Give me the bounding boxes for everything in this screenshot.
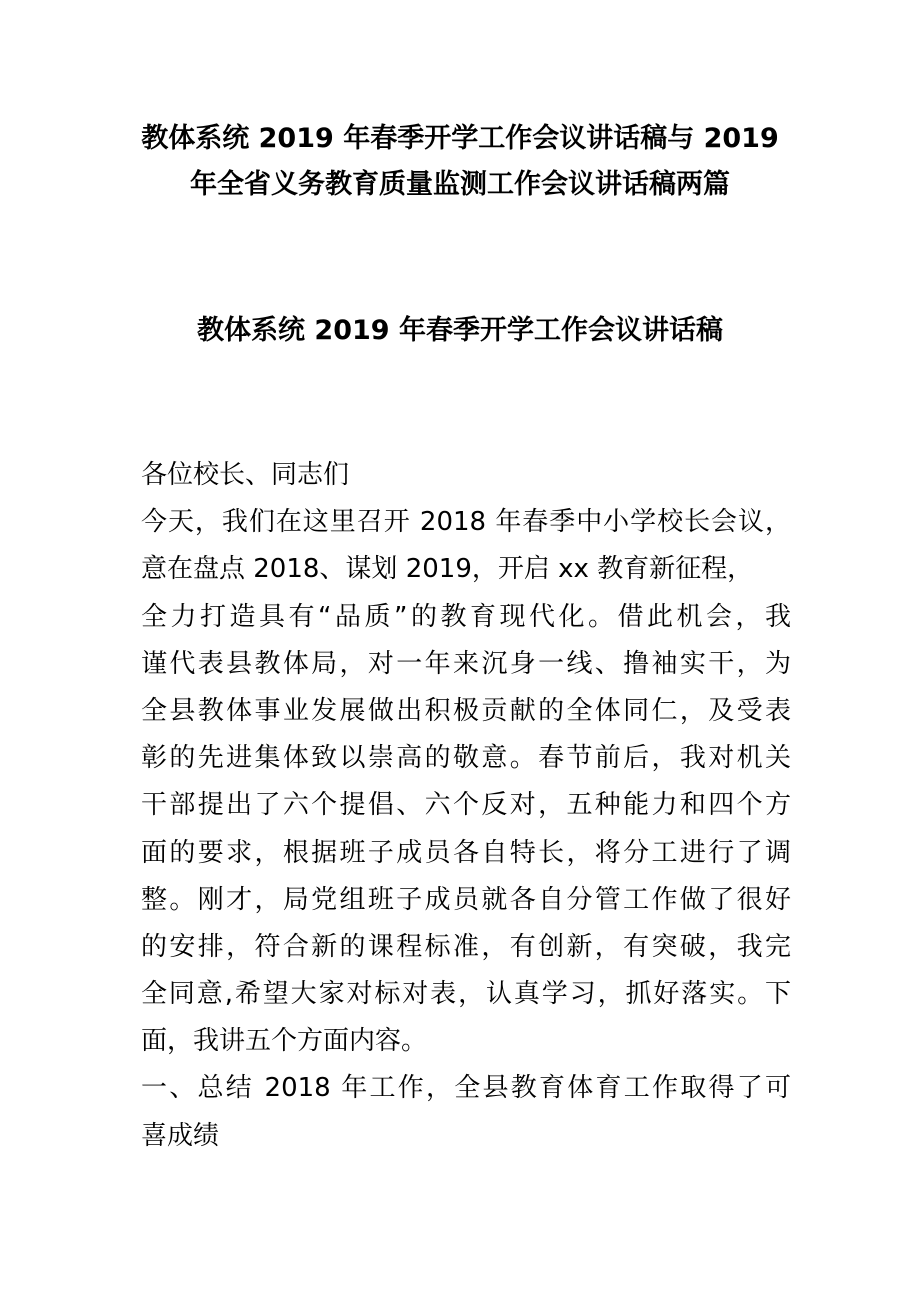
document-title-line-1: 教体系统 2019 年春季开学工作会议讲话稿与 2019 (141, 123, 779, 154)
body-line: 面，我讲五个方面内容。 (141, 1026, 428, 1057)
body-line: 的安排，符合新的课程标准，有创新，有突破，我完 (141, 931, 791, 962)
body-line: 整。刚才，局党组班子成员就各自分管工作做了很好 (141, 884, 791, 915)
document-title (120, 116, 800, 208)
body-line: 喜成绩 (141, 1120, 220, 1151)
section-title: 教体系统 2019 年春季开学工作会议讲话稿 (197, 315, 723, 346)
body-line: 干部提出了六个提倡、六个反对，五种能力和四个方 (141, 790, 791, 821)
document-body (141, 452, 791, 1160)
body-line: 全力打造具有“品质”的教育现代化。借此机会，我 (141, 601, 791, 632)
body-line: 谨代表县教体局，对一年来沉身一线、撸袖实干，为 (141, 648, 791, 679)
body-line: 全县教体事业发展做出积极贡献的全体同仁，及受表 (141, 695, 791, 726)
body-line: 今天，我们在这里召开 2018 年春季中小学校长会议， (141, 507, 791, 538)
body-line: 意在盘点 2018、谋划 2019，开启 xx 教育新征程， (141, 554, 754, 585)
body-line: 面的要求，根据班子成员各自特长，将分工进行了调 (141, 837, 791, 868)
body-line-salutation: 各位校长、同志们 (141, 460, 350, 490)
body-line-heading: 一、总结 2018 年工作，全县教育体育工作取得了可 (141, 1073, 791, 1104)
body-line: 全同意,希望大家对标对表，认真学习，抓好落实。下 (141, 979, 791, 1010)
document-title-line-2: 年全省义务教育质量监测工作会议讲话稿两篇 (190, 169, 730, 200)
body-line: 彰的先进集体致以崇高的敬意。春节前后，我对机关 (141, 743, 791, 774)
